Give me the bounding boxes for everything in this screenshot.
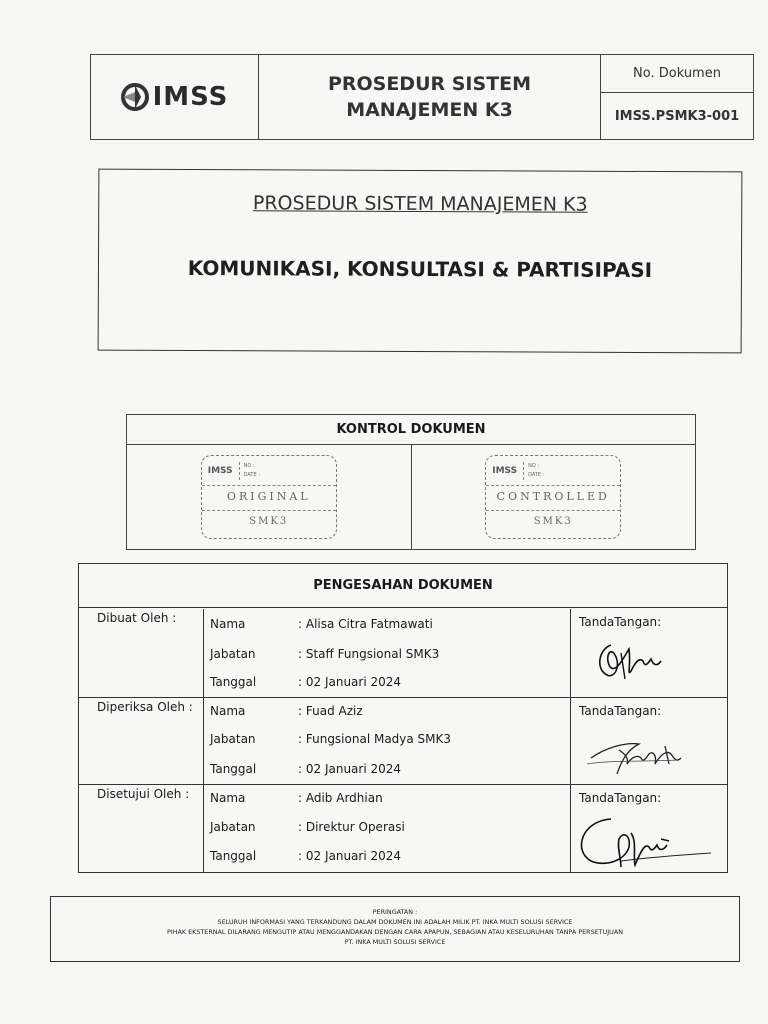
signature-cell (571, 785, 727, 873)
nama-label: Nama (210, 704, 246, 718)
header-title (259, 55, 601, 139)
signature-cell (571, 609, 727, 697)
approval-row-created (79, 609, 727, 697)
tanggal-label: Tanggal (210, 762, 257, 776)
signature-1-icon (581, 635, 701, 685)
approval-row-approved (79, 785, 727, 873)
tanggal-label: Tanggal (210, 849, 257, 863)
header-title-line2: MANAJEMEN K3 (346, 99, 513, 121)
stamp-date: DATE : (243, 471, 260, 478)
document-number-value: IMSS.PSMK3-001 (614, 108, 740, 124)
procedure-subject: KOMUNIKASI, KONSULTASI & PARTISIPASI (187, 255, 653, 283)
jabatan-label: Jabatan (210, 732, 256, 746)
document-number-label: No. Dokumen (601, 55, 753, 93)
jabatan-label: Jabatan (210, 820, 256, 834)
tanggal-label: Tanggal (210, 675, 257, 689)
jabatan-value: : Staff Fungsional SMK3 (298, 647, 440, 661)
warning-box (50, 896, 740, 962)
title-box (98, 169, 743, 354)
original-stamp (201, 455, 337, 539)
stamp-logo: IMSS (207, 465, 233, 476)
stamp-word: CONTROLLED (496, 490, 610, 503)
procedure-title: PROSEDUR SISTEM MANAJEMEN K3 (252, 192, 588, 216)
signature-label: TandaTangan: (579, 615, 662, 629)
logo-text: IMSS (152, 82, 229, 112)
approval-row-checked (79, 698, 727, 784)
signature-cell (571, 698, 727, 784)
company-logo (91, 55, 259, 139)
stamp-date: DATE : (528, 471, 545, 478)
signature-3-icon (571, 811, 721, 871)
imss-logo-icon (121, 83, 149, 111)
tanggal-value: : 02 Januari 2024 (298, 675, 402, 689)
document-control-table (126, 414, 696, 550)
tanggal-value: : 02 Januari 2024 (298, 849, 402, 863)
jabatan-value: : Direktur Operasi (298, 820, 405, 834)
signature-label: TandaTangan: (579, 791, 662, 805)
nama-label: Nama (210, 617, 246, 631)
warning-title: PERINGATAN : (372, 908, 418, 916)
approval-table (78, 563, 728, 873)
warning-line1: SELURUH INFORMASI YANG TERKANDUNG DALAM DOKUMEN INI ADALAH MILIK PT. INKA MULTI SOLUSI SERVICE (217, 918, 573, 926)
signature-2-icon (581, 724, 701, 780)
signature-label: TandaTangan: (579, 704, 662, 718)
controlled-stamp (485, 455, 621, 539)
jabatan-value: : Fungsional Madya SMK3 (298, 732, 452, 746)
stamp-no: NO : (243, 462, 255, 469)
stamp-word: ORIGINAL (226, 490, 311, 503)
role-label: Disetujui Oleh : (97, 787, 190, 801)
original-stamp-cell (127, 445, 411, 549)
nama-label: Nama (210, 791, 246, 805)
approval-heading: PENGESAHAN DOKUMEN (79, 564, 727, 608)
role-label: Diperiksa Oleh : (97, 700, 193, 714)
nama-value: : Fuad Aziz (298, 704, 363, 718)
document-number-cell (601, 55, 753, 139)
warning-line2: PIHAK EKSTERNAL DILARANG MENGUTIP ATAU MENGGANDAKAN DENGAN CARA APAPUN, SEBAGIAN ATAU KESELURUHAN TANPA PERSETUJUAN (166, 928, 624, 936)
stamp-sub: SMK3 (249, 516, 289, 527)
jabatan-label: Jabatan (210, 647, 256, 661)
controlled-stamp-cell (411, 445, 696, 549)
stamp-sub: SMK3 (533, 516, 573, 527)
stamp-no: NO : (528, 462, 540, 469)
stamp-logo: IMSS (492, 465, 518, 476)
tanggal-value: : 02 Januari 2024 (298, 762, 402, 776)
document-control-heading: KONTROL DOKUMEN (127, 415, 695, 445)
warning-line3: PT. INKA MULTI SOLUSI SERVICE (344, 938, 446, 946)
role-label: Dibuat Oleh : (97, 611, 177, 625)
document-header (90, 54, 754, 140)
header-title-line1: PROSEDUR SISTEM (327, 73, 532, 95)
nama-value: : Adib Ardhian (298, 791, 383, 805)
nama-value: : Alisa Citra Fatmawati (298, 617, 433, 631)
